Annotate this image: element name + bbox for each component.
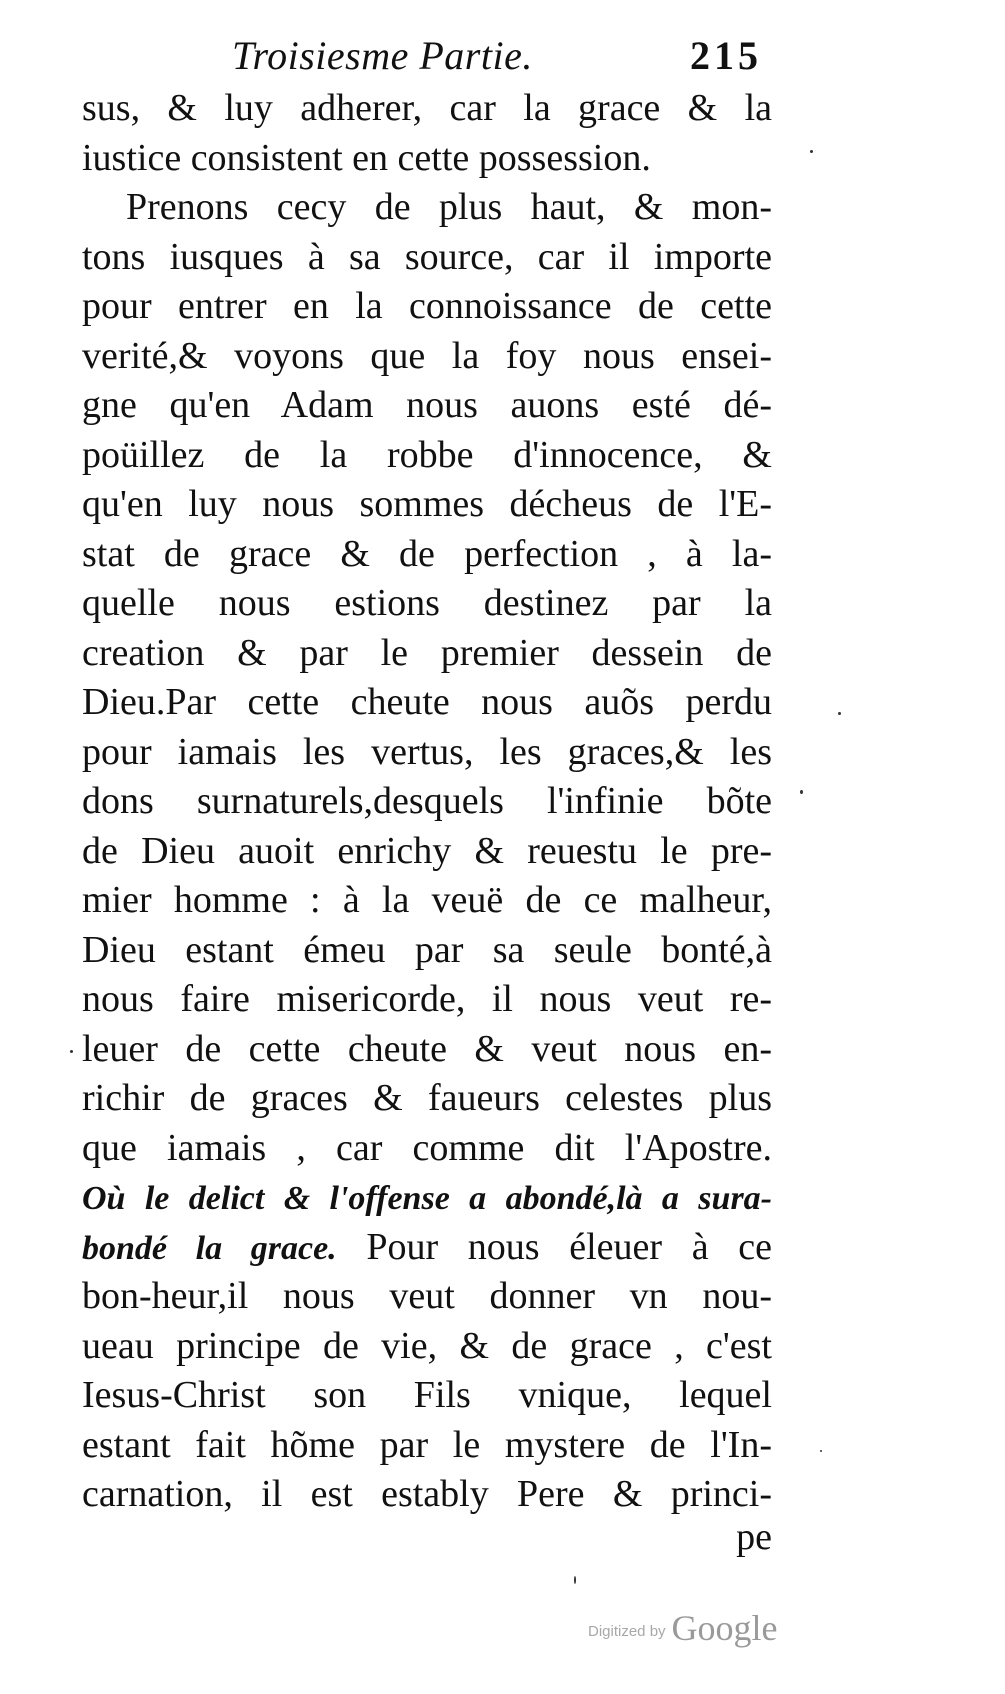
text-line: leuer de cette cheute & veut nous en- (82, 1027, 772, 1070)
text-line: sus, & luy adherer, car la grace & la (82, 87, 772, 129)
page-header (232, 30, 762, 82)
ink-speck (820, 1450, 822, 1452)
text-line: quelle nous estions destinez par la (82, 582, 772, 624)
text-line: pour entrer en la connoissance de cette (82, 285, 772, 327)
text-line: Prenons cecy de plus haut, & mon- (126, 186, 772, 228)
text-segment: Pour nous éleuer à ce (336, 1225, 772, 1268)
text-line: Iesus-Christ son Fils vnique, lequel (82, 1374, 772, 1416)
ink-speck (838, 712, 841, 715)
text-line: Dieu.Par cette cheute nous auõs perdu (82, 681, 772, 723)
text-line: de Dieu auoit enrichy & reuestu le pre- (82, 829, 772, 872)
text-line: ueau principe de vie, & de grace , c'est (82, 1324, 772, 1367)
running-title: Troisiesme Partie. (232, 33, 533, 78)
text-line: bon-heur,il nous veut donner vn nou- (82, 1275, 772, 1317)
google-watermark (588, 1608, 778, 1648)
text-line: dons surnaturels,desquels l'infinie bõte (82, 780, 772, 822)
ink-speck (574, 1576, 576, 1584)
text-line: que iamais , car comme dit l'Apostre. (82, 1126, 772, 1169)
ink-speck (800, 790, 803, 794)
catchword: pe (736, 1516, 772, 1558)
text-line: Dieu estant émeu par sa seule bonté,à (82, 928, 772, 971)
text-line: stat de grace & de perfection , à la- (82, 532, 772, 575)
page-number: 215 (690, 33, 762, 78)
text-line: richir de graces & faueurs celestes plus (82, 1077, 772, 1119)
text-line: estant fait hõme par le mystere de l'In- (82, 1423, 772, 1466)
text-line: creation & par le premier dessein de (82, 631, 772, 674)
text-line: verité,& voyons que la foy nous ensei- (82, 334, 772, 377)
ink-speck (810, 150, 813, 153)
text-line-mixed (82, 1223, 772, 1273)
watermark-prefix: Digitized by (588, 1623, 666, 1640)
scripture-quote-end: bondé la grace. (82, 1229, 337, 1267)
text-line: pour iamais les vertus, les graces,& les (82, 730, 772, 773)
text-line: poüillez de la robbe d'innocence, & (82, 433, 772, 476)
ink-speck (70, 1050, 73, 1053)
scripture-quote: Où le delict & l'offense a abondé,là a sura- (82, 1180, 772, 1217)
text-line: qu'en luy nous sommes décheus de l'E- (82, 483, 772, 525)
text-line-italic (82, 1173, 772, 1223)
text-line: nous faire misericorde, il nous veut re- (82, 978, 772, 1020)
text-line: carnation, il est estably Pere & princi- (82, 1473, 772, 1515)
text-line: mier homme : à la veuë de ce malheur, (82, 879, 772, 921)
text-line: iustice consistent en cette possession. (82, 136, 651, 179)
text-line: tons iusques à sa source, car il importe (82, 235, 772, 278)
google-logo: Google (671, 1608, 778, 1648)
body-text (82, 84, 772, 1520)
text-line: gne qu'en Adam nous auons esté dé- (82, 384, 772, 426)
